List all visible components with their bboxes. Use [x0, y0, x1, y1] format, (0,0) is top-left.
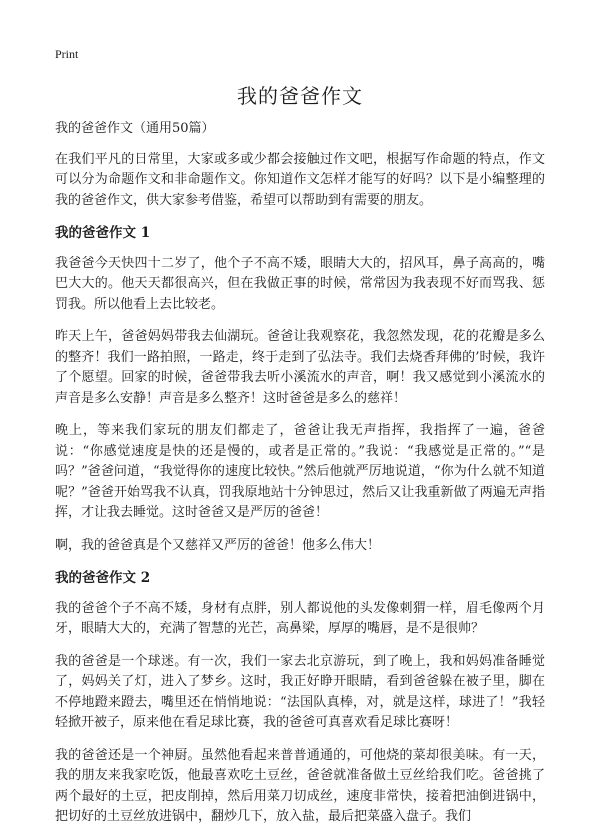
print-link[interactable]: Print — [55, 47, 79, 61]
paragraph: 昨天上午，爸爸妈妈带我去仙湖玩。爸爸让我观察花，我忽然发现，花的花瓣是多么的整齐！我们一路拍照，一路走，终于走到了弘法寺。我们去烧香拜佛的’时候，我许了个愿望。回家的时候，爸爸带我去听小溪流水的声音，啊！我又感觉到小溪流水的声音是多么安静！声音是多么整齐！这时爸爸是多么的慈祥！ — [55, 329, 545, 406]
paragraph: 啊，我的爸爸真是个又慈祥又严厉的爸爸！他多么伟大！ — [55, 537, 381, 553]
paragraph: 我爸爸今天快四十二岁了，他个子不高不矮，眼睛大大的，招风耳，鼻子高高的，嘴巴大大的。他天天都很高兴，但在我做正事的时候，常常因为我表现不好而骂我、惩罚我。所以他看上去比较老。 — [55, 255, 545, 312]
section-heading: 我的爸爸作文 1 — [55, 225, 151, 241]
paragraph: 我的爸爸是一个球迷。有一次，我们一家去北京游玩，到了晚上，我和妈妈准备睡觉了，妈妈关了灯，进入了梦乡。这时，我正好睁开眼睛，看到爸爸躲在被子里，脚在不停地蹬来蹬去，嘴里还在悄悄地说：“法国队真棒，对，就是这样，球进了！”我轻轻掀开被子，原来他在看足球比赛，我的爸爸可真喜欢看足球比赛呀！ — [55, 653, 545, 730]
article-subtitle: 我的爸爸作文（通用50篇） — [55, 121, 215, 136]
paragraph: 我的爸爸个子不高不矮，身材有点胖，别人都说他的头发像刺猬一样，眉毛像两个月牙，眼睛大大的，充满了智慧的光芒，高鼻梁，厚厚的嘴唇，是不是很帅？ — [55, 600, 545, 636]
section-heading: 我的爸爸作文 2 — [55, 570, 151, 586]
intro-paragraph: 在我们平凡的日常里，大家或多或少都会接触过作文吧，根据写作命题的特点，作文可以分为命题作文和非命题作文。你知道作文怎样才能写的好吗？以下是小编整理的我的爸爸作文，供大家参考借鉴，希望可以帮助到有需要的朋友。 — [55, 151, 545, 208]
page-title: 我的爸爸作文 — [237, 84, 363, 108]
article-body — [55, 119, 545, 828]
paragraph: 晚上，等来我们家玩的朋友们都走了，爸爸让我无声指挥，我指挥了一遍，爸爸说：“你感觉速度是快的还是慢的，或者是正常的。”我说：“我感觉是正常的。”“是吗？”爸爸问道，“我觉得你的速度比较快。”然后他就严厉地说道，“你为什么就不知道呢？”爸爸开始骂我不认真，罚我原地站十分钟思过，然后又让我重新做了两遍无声指挥，才让我去睡觉。这时爸爸又是严厉的爸爸！ — [55, 423, 545, 520]
paragraph: 我的爸爸还是一个神厨。虽然他看起来普普通通的，可他烧的菜却很美味。有一天，我的朋友来我家吃饭，他最喜欢吃土豆丝，爸爸就准备做土豆丝给我们吃。爸爸挑了两个最好的土豆，把皮削掉，然后用菜刀切成丝，速度非常快，接着把油倒进锅中，把切好的土豆丝放进锅中，翻炒几下，放入盐，最后把菜盛入盘子。我们 — [55, 747, 545, 824]
